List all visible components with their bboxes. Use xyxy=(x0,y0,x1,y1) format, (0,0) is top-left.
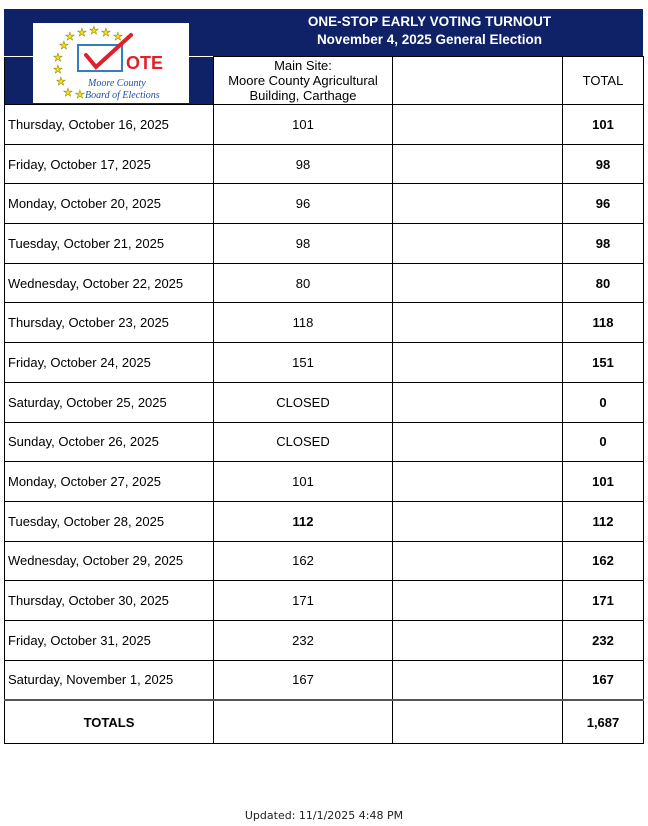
total-cell: 151 xyxy=(563,343,644,383)
table-row xyxy=(5,501,644,541)
date-cell: Friday, October 24, 2025 xyxy=(5,343,214,383)
table-row xyxy=(5,620,644,660)
table-row xyxy=(5,224,644,264)
site-header xyxy=(214,57,393,105)
empty-cell xyxy=(393,382,563,422)
total-cell: 98 xyxy=(563,144,644,184)
empty-cell xyxy=(393,620,563,660)
total-cell: 162 xyxy=(563,541,644,581)
table-row xyxy=(5,422,644,462)
date-cell: Saturday, November 1, 2025 xyxy=(5,660,214,700)
page-title xyxy=(216,13,643,49)
svg-text:OTE: OTE xyxy=(126,53,164,73)
total-cell: 80 xyxy=(563,263,644,303)
svg-text:Moore County: Moore County xyxy=(88,78,146,89)
svg-text:★: ★ xyxy=(53,64,63,76)
grand-total: 1,687 xyxy=(563,700,644,744)
empty-cell xyxy=(393,541,563,581)
empty-cell xyxy=(393,184,563,224)
table-row xyxy=(5,581,644,621)
site-count-cell: 167 xyxy=(214,660,393,700)
vote-logo-graphic xyxy=(33,23,189,103)
totals-label: TOTALS xyxy=(5,700,214,744)
empty-cell xyxy=(393,144,563,184)
svg-text:★: ★ xyxy=(59,40,69,52)
table-row xyxy=(5,541,644,581)
total-cell: 167 xyxy=(563,660,644,700)
svg-text:Board of Elections: Board of Elections xyxy=(85,90,160,101)
table-row xyxy=(5,144,644,184)
date-cell: Monday, October 20, 2025 xyxy=(5,184,214,224)
svg-text:★: ★ xyxy=(101,27,111,39)
site-count-cell: 101 xyxy=(214,462,393,502)
total-cell: 171 xyxy=(563,581,644,621)
empty-cell xyxy=(393,462,563,502)
checkmark-icon xyxy=(86,35,131,67)
total-cell: 112 xyxy=(563,501,644,541)
date-cell: Friday, October 17, 2025 xyxy=(5,144,214,184)
date-cell: Thursday, October 16, 2025 xyxy=(5,105,214,145)
title-line-2: November 4, 2025 General Election xyxy=(316,32,543,47)
table-row xyxy=(5,462,644,502)
total-cell: 101 xyxy=(563,462,644,502)
site-count-cell: 171 xyxy=(214,581,393,621)
date-cell: Sunday, October 26, 2025 xyxy=(5,422,214,462)
site-count-cell: 101 xyxy=(214,105,393,145)
svg-text:★: ★ xyxy=(63,87,73,99)
site-count-cell: CLOSED xyxy=(214,422,393,462)
table-row xyxy=(5,105,644,145)
date-cell: Thursday, October 30, 2025 xyxy=(5,581,214,621)
total-cell: 118 xyxy=(563,303,644,343)
table-row xyxy=(5,660,644,700)
empty-cell xyxy=(393,501,563,541)
site-name-1: Moore County Agricultural xyxy=(228,73,378,88)
svg-text:★: ★ xyxy=(77,27,87,39)
site-count-cell: 162 xyxy=(214,541,393,581)
table-row xyxy=(5,263,644,303)
empty-cell xyxy=(393,343,563,383)
date-cell: Monday, October 27, 2025 xyxy=(5,462,214,502)
site-count-cell: 232 xyxy=(214,620,393,660)
table-row xyxy=(5,303,644,343)
site-count-cell: 80 xyxy=(214,263,393,303)
site-label: Main Site: xyxy=(274,58,332,73)
table-row xyxy=(5,382,644,422)
site-count-cell: 118 xyxy=(214,303,393,343)
svg-text:★: ★ xyxy=(89,25,99,37)
empty-cell xyxy=(393,105,563,145)
total-cell: 0 xyxy=(563,382,644,422)
date-cell: Wednesday, October 22, 2025 xyxy=(5,263,214,303)
vote-logo xyxy=(33,23,189,103)
turnout-table xyxy=(4,56,644,744)
date-cell: Thursday, October 23, 2025 xyxy=(5,303,214,343)
total-header: TOTAL xyxy=(563,57,644,105)
total-cell: 0 xyxy=(563,422,644,462)
totals-row xyxy=(5,700,644,744)
site-count-cell: 151 xyxy=(214,343,393,383)
empty-cell xyxy=(393,224,563,264)
table-row xyxy=(5,184,644,224)
totals-site-cell xyxy=(214,700,393,744)
total-cell: 101 xyxy=(563,105,644,145)
site-count-cell: CLOSED xyxy=(214,382,393,422)
empty-cell xyxy=(393,303,563,343)
empty-cell xyxy=(393,422,563,462)
empty-column-header xyxy=(393,57,563,105)
date-cell: Wednesday, October 29, 2025 xyxy=(5,541,214,581)
empty-cell xyxy=(393,660,563,700)
date-cell: Friday, October 31, 2025 xyxy=(5,620,214,660)
site-count-cell: 98 xyxy=(214,144,393,184)
svg-text:★: ★ xyxy=(75,89,85,101)
empty-cell xyxy=(393,700,563,744)
total-cell: 98 xyxy=(563,224,644,264)
date-cell: Tuesday, October 28, 2025 xyxy=(5,501,214,541)
total-cell: 232 xyxy=(563,620,644,660)
date-cell: Tuesday, October 21, 2025 xyxy=(5,224,214,264)
date-cell: Saturday, October 25, 2025 xyxy=(5,382,214,422)
svg-text:★: ★ xyxy=(65,31,75,43)
svg-text:★: ★ xyxy=(53,52,63,64)
site-count-cell: 112 xyxy=(214,501,393,541)
updated-timestamp: Updated: 11/1/2025 4:48 PM xyxy=(244,809,404,822)
empty-cell xyxy=(393,581,563,621)
site-name-2: Building, Carthage xyxy=(249,88,357,103)
title-line-1: ONE-STOP EARLY VOTING TURNOUT xyxy=(307,14,552,29)
site-count-cell: 98 xyxy=(214,224,393,264)
svg-text:★: ★ xyxy=(56,76,66,88)
site-count-cell: 96 xyxy=(214,184,393,224)
svg-text:★: ★ xyxy=(113,31,123,43)
total-cell: 96 xyxy=(563,184,644,224)
table-row xyxy=(5,343,644,383)
empty-cell xyxy=(393,263,563,303)
